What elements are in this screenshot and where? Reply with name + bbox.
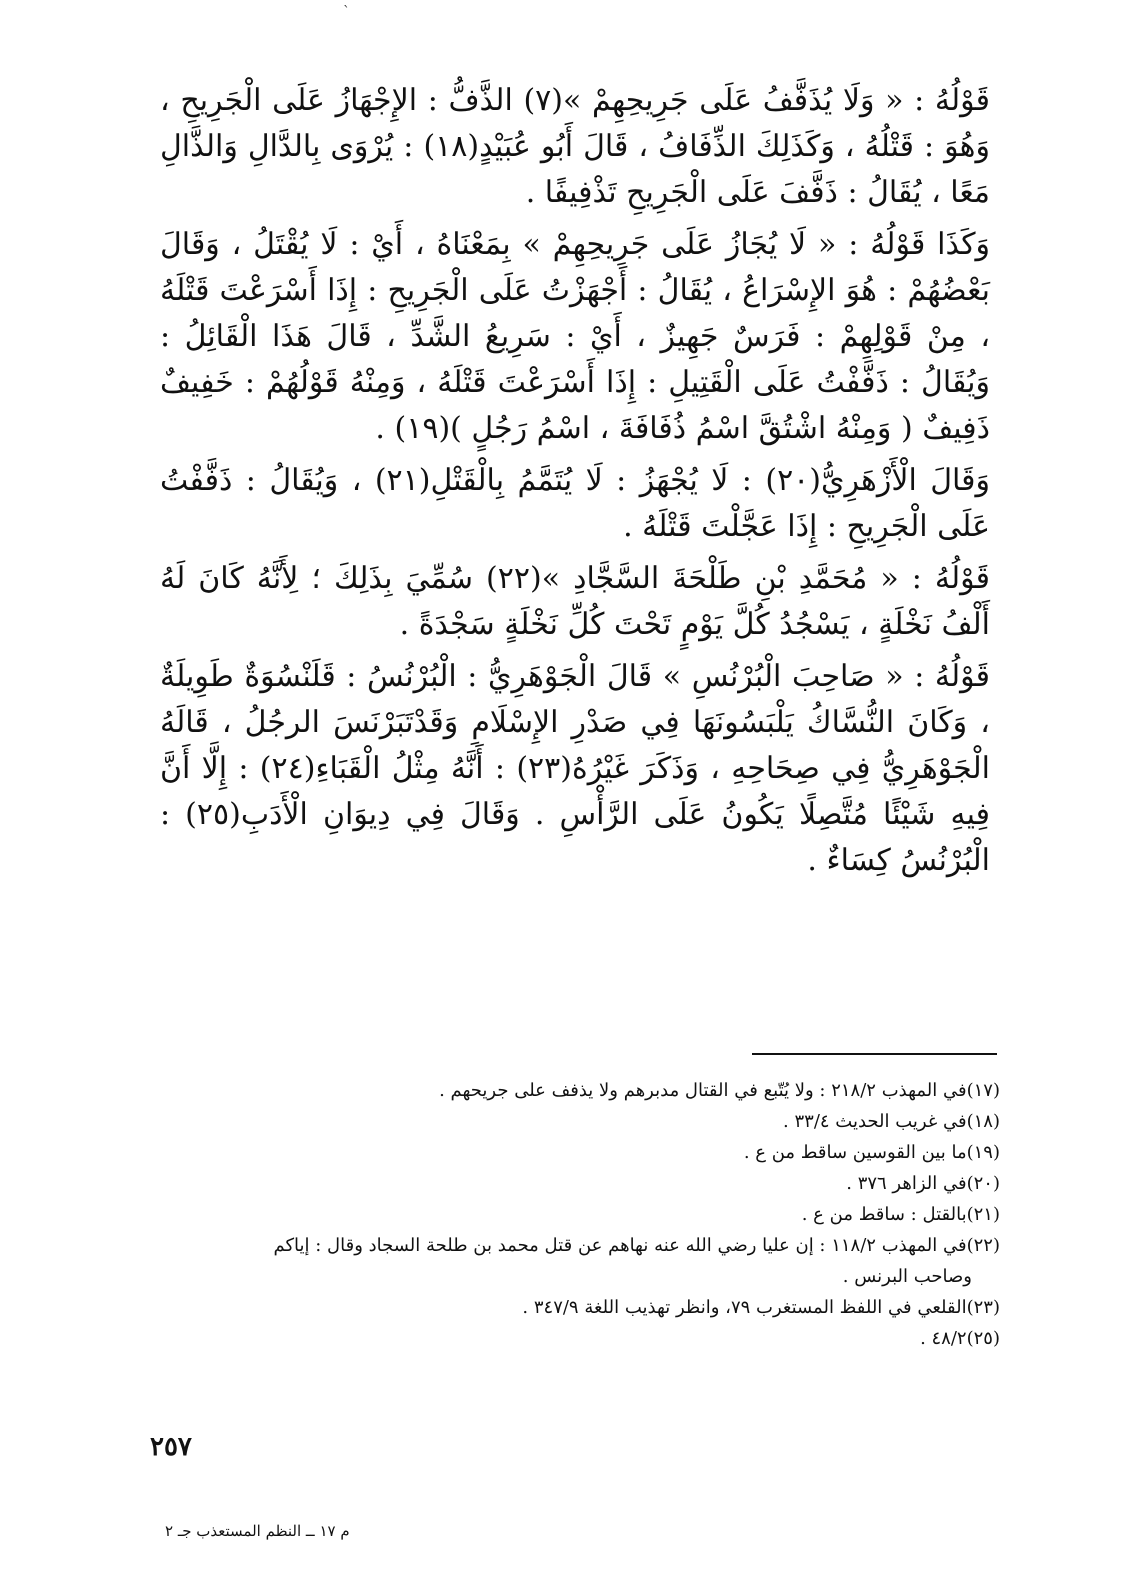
paragraph-4: قَوْلُهُ : « مُحَمَّدِ بْنِ طَلْحَةَ السَّجَّادِ »(٢٢) سُمِّيَ بِذَلِكَ ؛ لِأَنَّهُ كَانَ لَهُ أَلْفُ نَخْلَةٍ ، يَسْجُدُ كُلَّ يَوْمٍ تَحْتَ كُلِّ نَخْلَةٍ سَجْدَةً . (160, 561, 990, 642)
footnote-23: (٢٣)القلعي في اللفظ المستغرب ٧٩، وانظر تهذيب اللغة ٣٤٧/٩ . (522, 1297, 1000, 1318)
footnote-21: (٢١)بالقتل : ساقط من ع . (801, 1204, 1000, 1225)
footnote-17: (١٧)في المهذب ٢١٨/٢ : ولا يُتّبع في القتال مدبرهم ولا يذفف على جريحهم . (439, 1080, 1000, 1101)
footnotes (150, 1075, 1000, 1354)
footnote-separator (752, 1053, 997, 1055)
main-text (160, 78, 990, 890)
footnote-22-continuation: وصاحب البرنس . (842, 1266, 972, 1287)
footnote-20: (٢٠)في الزاهر ٣٧٦ . (846, 1173, 1000, 1194)
footnote-18: (١٨)في غريب الحديث ٣٣/٤ . (783, 1111, 1000, 1132)
paragraph-1: قَوْلُهُ : « وَلَا يُذَفَّفُ عَلَى جَرِيحِهِمْ »(٧) الذَّفُّ : الإِجْهَازُ عَلَى الْجَرِيحِ ، وَهُوَ : قَتْلُهُ ، وَكَذَلِكَ الذِّفَافُ ، قَالَ أَبُو عُبَيْدٍ(١٨) : يُرْوَى بِالدَّالِ وَالذَّالِ مَعًا ، يُقَالُ : ذَفَّفَ عَلَى الْجَرِيحِ تَذْفِيفًا . (160, 83, 990, 210)
footnote-22: (٢٢)في المهذب ١١٨/٢ : إن عليا رضي الله عنه نهاهم عن قتل محمد بن طلحة السجاد وقال : إياكم (273, 1235, 1000, 1256)
top-mark: ` (343, 4, 350, 20)
paragraph-2: وَكَذَا قَوْلُهُ : « لَا يُجَازُ عَلَى جَرِيحِهِمْ » بِمَعْنَاهُ ، أَيْ : لَا يُقْتَلُ ، وَقَالَ بَعْضُهُمْ : هُوَ الإِسْرَاعُ ، يُقَالُ : أَجْهَزْتُ عَلَى الْجَرِيحِ : إِذَا أَسْرَعْتَ قَتْلَهُ ، مِنْ قَوْلِهِمْ : فَرَسٌ جَهِيزٌ ، أَيْ : سَرِيعُ الشَّدِّ ، قَالَ هَذَا الْقَائِلُ : وَيُقَالُ : ذَفَّفْتُ عَلَى الْقَتِيلِ : إِذَا أَسْرَعْتَ قَتْلَهُ ، وَمِنْهُ قَوْلُهُمْ : خَفِيفٌ ذَفِيفٌ ( وَمِنْهُ اشْتُقَّ اسْمُ ذُفَافَةَ ، اسْمُ رَجُلٍ )(١٩) . (160, 227, 990, 446)
paragraph-5: قَوْلُهُ : « صَاحِبَ الْبُرْنُسِ » قَالَ الْجَوْهَرِيُّ : الْبُرْنُسُ : قَلَنْسُوَةٌ طَوِيلَةٌ ، وَكَانَ النُّسَّاكُ يَلْبَسُونَهَا فِي صَدْرِ الإِسْلَامِ وَقَدْتَبَرْنَسَ الرجُلُ ، قَالَهُ الْجَوْهَرِيُّ فِي صِحَاحِهِ ، وَذَكَرَ غَيْرُهُ(٢٣) : أَنَّهُ مِثْلُ الْقَبَاءِ(٢٤) : إِلَّا أَنَّ فِيهِ شَيْئًا مُتَّصِلًا يَكُونُ عَلَى الرَّأْسِ . وَقَالَ فِي دِيوَانِ الْأَدَبِ(٢٥) : الْبُرْنُسُ كِسَاءٌ . (160, 659, 990, 878)
footnote-25: (٢٥)٤٨/٢ . (920, 1328, 1000, 1349)
page-number: ٢٥٧ (150, 1432, 192, 1462)
signature-line: م ١٧ ــ النظم المستعذب جـ ٢ (165, 1522, 350, 1540)
footnote-19: (١٩)ما بين القوسين ساقط من ع . (743, 1142, 1000, 1163)
paragraph-3: وَقَالَ الْأَزْهَرِيُّ(٢٠) : لَا يُجْهَزُ : لَا يُتَمَّمُ بِالْقَتْلِ(٢١) ، وَيُقَالُ : ذَفَّفْتُ عَلَى الْجَرِيحِ : إِذَا عَجَّلْتَ قَتْلَهُ . (160, 463, 990, 544)
